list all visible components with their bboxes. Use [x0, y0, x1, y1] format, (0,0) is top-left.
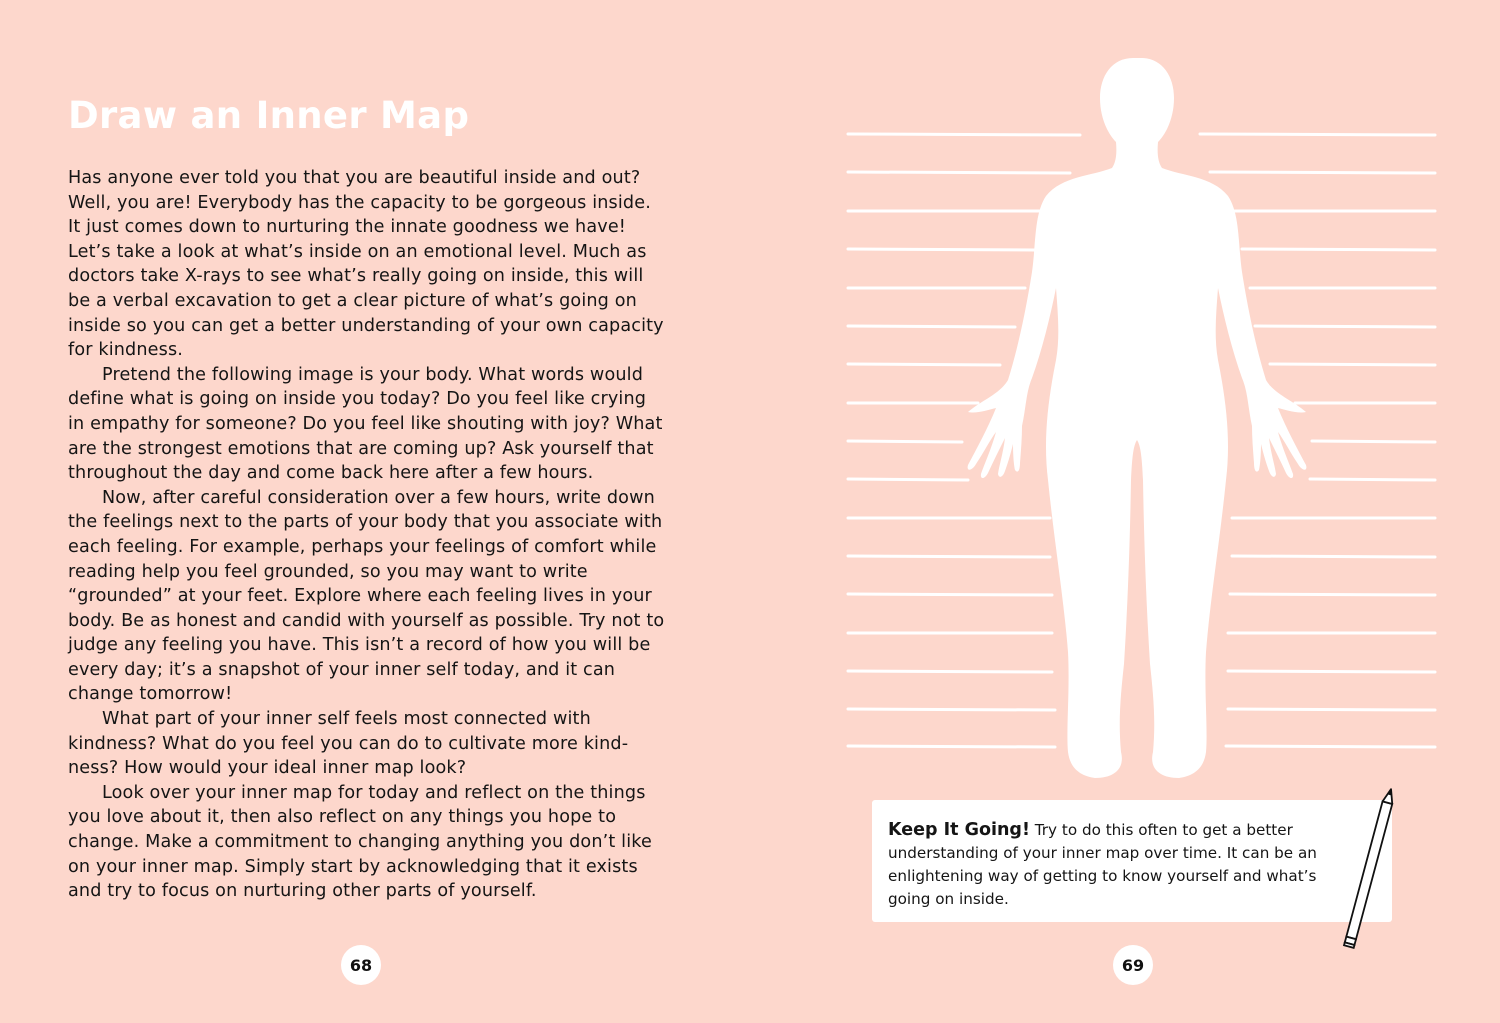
right-page	[750, 0, 1500, 1023]
paragraph-reflect: Look over your inner map for today and reflect on the things you love about it, then also reflect on any things you hope to change. Make a commitment to changing anything you don’t like on your inner map. Simply start by acknowledging that it exists and try to focus on nurturing other parts of yourself.	[68, 782, 652, 902]
paragraph-pretend: Pretend the following image is your body. What words would define what is going on inside you today? Do you feel like crying in empathy for someone? Do you feel like shouting with joy? What are the strongest emotions that are coming up? Ask yourself that throughout the day and come back here after a few hours.	[68, 364, 663, 484]
paragraph-intro: Has anyone ever told you that you are beautiful inside and out? Well, you are! Everybody has the capacity to be gorgeous inside. It just comes down to nurturing the innate goodness we have! Let’s take a look at what’s inside on an emotional level. Much as doctors take X-rays to see what’s really going on inside, this will be a verbal excavation to get a clear picture of what’s going on inside so you can get a better understanding of your own capacity for kindness.	[68, 168, 664, 361]
paragraph-now: Now, after careful consideration over a few hours, write down the feelings next to the parts of your body that you associate with each feeling. For example, perhaps your feelings of comfort while reading help you feel grounded, so you may want to write “grounded” at your feet. Explore where each feeling lives in your body. Be as honest and candid with yourself as possible. Try not to judge any feeling you have. This isn’t a record of how you will be every day; it’s a snapshot of your inner self today, and it can change tomorrow!	[68, 487, 665, 705]
pencil-icon	[750, 0, 1500, 1023]
body-text	[68, 166, 668, 904]
tip-body: Try to do this often to get a better understanding of your inner map over time. It can be an enlightening way of getting to know yourself and what’s going on inside.	[888, 821, 1317, 908]
paragraph-kindness: What part of your inner self feels most connected with kindness? What do you feel you can do to cultivate more kindness? How would your ideal inner map look?	[68, 709, 629, 779]
page-title: Draw an Inner Map	[68, 94, 470, 137]
tip-heading: Keep It Going!	[888, 820, 1030, 840]
page-number-69: 69	[1113, 945, 1153, 985]
page-number-68: 68	[341, 945, 381, 985]
